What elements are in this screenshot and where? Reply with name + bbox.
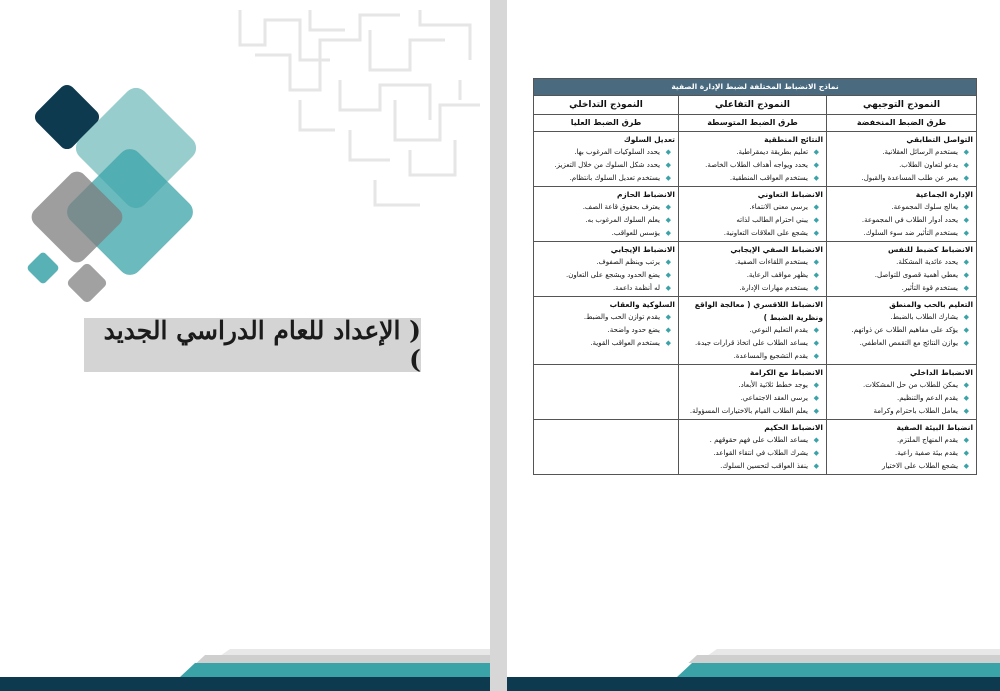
bullet-list [830, 311, 973, 350]
table-body [534, 132, 977, 475]
small-gray-diamond [66, 262, 108, 304]
bullet-item: ◆ يستخدم قوة التأثير. [830, 282, 969, 295]
cell-heading: التعليم بالحب والمنطق [889, 300, 974, 309]
table-cell [679, 365, 827, 420]
bullet-item: ◆ يستخدم اللقاءات الصفية. [682, 256, 819, 269]
bullet-item: ◆ يشجع على العلاقات التعاونية. [682, 227, 819, 240]
table-row [534, 297, 977, 365]
table-row [534, 365, 977, 420]
table-cell [534, 297, 679, 365]
table-cell [534, 420, 679, 475]
cell-heading: الانضباط الصفي الإيجابي [730, 245, 824, 254]
bullet-item: ◆ يقدم المنهاج الملتزم. [830, 434, 969, 447]
bullet-item: ◆ يعلم الطلاب القيام بالاختيارات المسؤولة. [682, 405, 819, 418]
cell-heading: النتائج المنطقية [764, 135, 824, 144]
model-header-row [534, 96, 977, 115]
footer-band [507, 641, 1000, 691]
table-cell [827, 132, 977, 187]
table-caption: نماذج الانضباط المختلفة لضبط الإدارة الصفية [534, 79, 977, 96]
bullet-item: ◆ يحدد السلوكيات المرغوب بها. [537, 146, 671, 159]
table-caption-row [534, 79, 977, 96]
bullet-list [830, 256, 973, 295]
table-row [534, 187, 977, 242]
bullet-item: ◆ يظهر مواقف الرعاية. [682, 269, 819, 282]
bullet-item: ◆ يؤسس للعواقب. [537, 227, 671, 240]
bullet-item: ◆ يدعو لتعاون الطلاب. [830, 159, 969, 172]
bullet-item: ◆ يؤكد على مفاهيم الطلاب عن ذواتهم. [830, 324, 969, 337]
table-cell [679, 242, 827, 297]
bullet-item: ◆ ينفذ العواقب لتحسين السلوك. [682, 460, 819, 473]
model-header: النموذج التداخلي [534, 96, 679, 115]
method-header-row [534, 115, 977, 132]
bullet-item: ◆ يعامل الطلاب باحترام وكرامة [830, 405, 969, 418]
bullet-item: ◆ يعلم السلوك المرغوب به. [537, 214, 671, 227]
bullet-item: ◆ يعطي أهمية قصوى للتواصل. [830, 269, 969, 282]
bullet-item: ◆ يحدد عائدية المشكلة. [830, 256, 969, 269]
cell-heading: انضباط البيئة الصفية [896, 423, 974, 432]
cover-page [0, 0, 490, 691]
bullet-item: ◆ يحدد أدوار الطلاب في المجموعة. [830, 214, 969, 227]
table-cell [534, 365, 679, 420]
cell-heading: الانضباط اللاقسري ( معالجة الواقع ونظرية الضبط ) [694, 300, 824, 322]
bullet-list [682, 256, 823, 295]
bullet-item: ◆ يساعد الطلاب على فهم حقوقهم . [682, 434, 819, 447]
discipline-models-table [533, 78, 977, 475]
bullet-item: ◆ يقدم التعليم النوعي. [682, 324, 819, 337]
bullet-item: ◆ يبني احترام الطالب لذاته [682, 214, 819, 227]
cell-heading: تعديل السلوك [623, 135, 676, 144]
cover-title: ( الإعداد للعام الدراسي الجديد ) [103, 316, 421, 374]
bullet-item: ◆ يشجع الطلاب على الاختيار [830, 460, 969, 473]
table-cell [679, 187, 827, 242]
bullet-item: ◆ يعترف بحقوق قاعة الصف. [537, 201, 671, 214]
bullet-item: ◆ يمكن للطلاب من حل المشكلات. [830, 379, 969, 392]
cell-heading: الإدارة الجماعية [915, 190, 974, 199]
bullet-item: ◆ يرسي العقد الاجتماعي. [682, 392, 819, 405]
table-row [534, 420, 977, 475]
bullet-list [830, 146, 973, 185]
cell-heading: الانضباط الحازم [616, 190, 676, 199]
cell-heading: السلوكية والعقاب [609, 300, 676, 309]
model-header: النموذج التفاعلي [679, 96, 827, 115]
table-cell [827, 365, 977, 420]
cell-heading: الانضباط مع الكرامة [749, 368, 824, 377]
cell-heading: التواصل التطابقي [906, 135, 974, 144]
table-cell [827, 187, 977, 242]
bullet-item: ◆ يضع الحدود ويشجع على التعاون. [537, 269, 671, 282]
cell-heading: الانضباط الداخلي [910, 368, 974, 377]
bullet-item: ◆ يوازن النتائج مع التقمص العاطفي. [830, 337, 969, 350]
table-page [507, 0, 1000, 691]
bullet-list [537, 146, 675, 185]
table-cell [534, 132, 679, 187]
bullet-item: ◆ يقدم توازن الحب والضبط. [537, 311, 671, 324]
bullet-list [830, 201, 973, 240]
model-header: النموذج التوجيهي [827, 96, 977, 115]
cell-heading: الانضباط الإيجابي [610, 245, 676, 254]
table-cell [827, 297, 977, 365]
method-header: طرق الضبط المنخفضة [827, 115, 977, 132]
method-header: طرق الضبط المتوسطة [679, 115, 827, 132]
bullet-item: ◆ يستخدم الرسائل العقلانية. [830, 146, 969, 159]
bullet-list [682, 146, 823, 185]
bullet-item: ◆ له أنظمة داعمة. [537, 282, 671, 295]
table-cell [534, 187, 679, 242]
bullet-list [830, 434, 973, 473]
bullet-item: ◆ يقدم الدعم والتنظيم. [830, 392, 969, 405]
table-row [534, 242, 977, 297]
bullet-item: ◆ يضع حدود واضحة. [537, 324, 671, 337]
bullet-list [830, 379, 973, 418]
bullet-item: ◆ يرتب وينظم الصفوف. [537, 256, 671, 269]
maze-pattern [240, 10, 480, 205]
table-cell [827, 242, 977, 297]
bullet-item: ◆ يستخدم التأثير ضد سوء السلوك. [830, 227, 969, 240]
bullet-item: ◆ يوجد خطط ثلاثية الأبعاد. [682, 379, 819, 392]
bullet-item: ◆ يرسي معنى الانتماء. [682, 201, 819, 214]
bullet-item: ◆ يحدد ويواجه أهداف الطلاب الخاصة. [682, 159, 819, 172]
bullet-item: ◆ يحدد شكل السلوك من خلال التعزيز. [537, 159, 671, 172]
bullet-list [537, 201, 675, 240]
table-cell [534, 242, 679, 297]
cover-title-box [84, 318, 421, 372]
cell-heading: الانضباط كضبط للنفس [887, 245, 974, 254]
bullet-list [537, 256, 675, 295]
bullet-item: ◆ يستخدم العواقب المنطقية. [682, 172, 819, 185]
bullet-item: ◆ يعبر عن طلب المساعدة والقبول. [830, 172, 969, 185]
cell-heading: الانضباط التعاوني [757, 190, 824, 199]
table-cell [679, 297, 827, 365]
bullet-list [537, 311, 675, 350]
bullet-list [682, 324, 823, 363]
table-cell [827, 420, 977, 475]
bullet-item: ◆ تعليم بطريقة ديمقراطية. [682, 146, 819, 159]
small-teal-diamond [26, 251, 60, 285]
bullet-item: ◆ يستخدم تعديل السلوك بانتظام. [537, 172, 671, 185]
bullet-item: ◆ يشرك الطلاب في انتقاء القواعد. [682, 447, 819, 460]
bullet-list [682, 201, 823, 240]
table-row [534, 132, 977, 187]
bullet-item: ◆ يستخدم العواقب القوية. [537, 337, 671, 350]
bullet-item: ◆ يساعد الطلاب على اتخاذ قرارات جيدة. [682, 337, 819, 350]
bullet-item: ◆ يعالج سلوك المجموعة. [830, 201, 969, 214]
bullet-item: ◆ يستخدم مهارات الإدارة. [682, 282, 819, 295]
bullet-item: ◆ يقدم بيئة صفية راعية. [830, 447, 969, 460]
table-cell [679, 132, 827, 187]
bullet-item: ◆ يشارك الطلاب بالضبط. [830, 311, 969, 324]
cell-heading: الانضباط الحكيم [764, 423, 824, 432]
table-cell [679, 420, 827, 475]
bullet-list [682, 379, 823, 418]
bullet-item: ◆ يقدم التشجيع والمساعدة. [682, 350, 819, 363]
footer-band [0, 641, 490, 691]
method-header: طرق الضبط العليا [534, 115, 679, 132]
bullet-list [682, 434, 823, 473]
